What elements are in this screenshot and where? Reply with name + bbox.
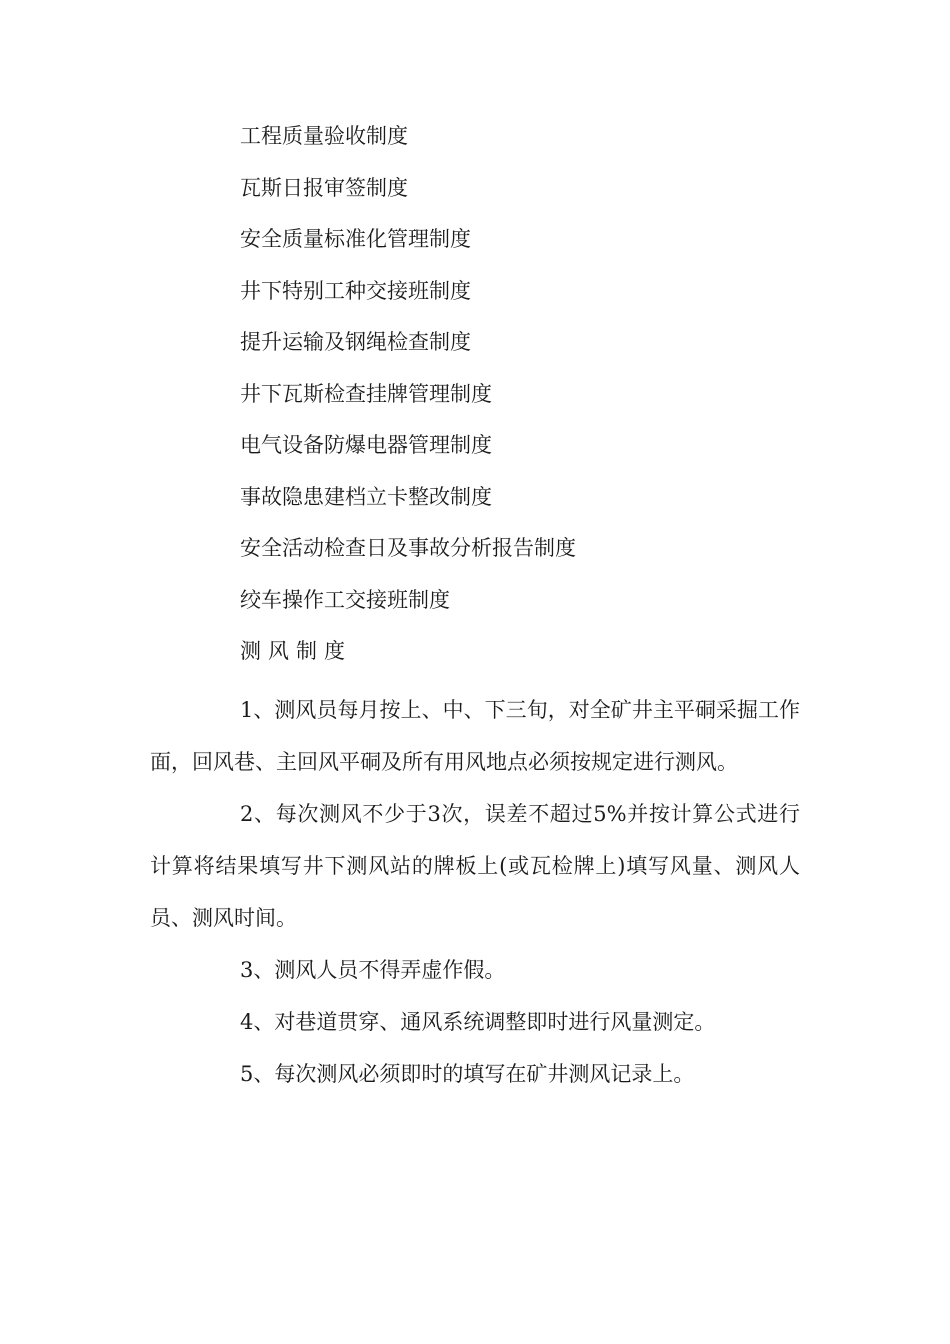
list-item: 安全质量标准化管理制度 (240, 227, 471, 251)
rule-paragraph: 1、测风员每月按上、中、下三旬，对全矿井主平硐采掘工作面，回风巷、主回风平硐及所有用风地点必须按规定进行测风。 (150, 698, 800, 774)
regulation-list (240, 118, 860, 685)
list-item: 井下特别工种交接班制度 (240, 278, 471, 303)
list-item: 安全活动检查日及事故分析报告制度 (240, 536, 576, 560)
list-item: 事故隐患建档立卡整改制度 (240, 484, 492, 509)
list-item: 井下瓦斯检查挂牌管理制度 (240, 381, 492, 406)
section-heading: 测风制度 (240, 639, 352, 663)
list-item: 绞车操作工交接班制度 (240, 587, 450, 612)
rule-paragraph: 2、每次测风不少于3次，误差不超过5%并按计算公式进行计算将结果填写井下测风站的牌板上(或瓦检牌上)填写风量、测风人员、测风时间。 (150, 802, 800, 930)
list-item: 电气设备防爆电器管理制度 (240, 433, 492, 457)
rule-paragraph: 4、对巷道贯穿、通风系统调整即时进行风量测定。 (240, 1010, 716, 1034)
rule-paragraph: 5、每次测风必须即时的填写在矿井测风记录上。 (240, 1062, 695, 1086)
list-item: 提升运输及钢绳检查制度 (240, 330, 471, 354)
list-item: 工程质量验收制度 (240, 124, 408, 148)
list-item: 瓦斯日报审签制度 (240, 175, 408, 200)
rule-paragraph: 3、测风人员不得弄虚作假。 (240, 958, 506, 982)
rules-body (150, 684, 800, 1100)
